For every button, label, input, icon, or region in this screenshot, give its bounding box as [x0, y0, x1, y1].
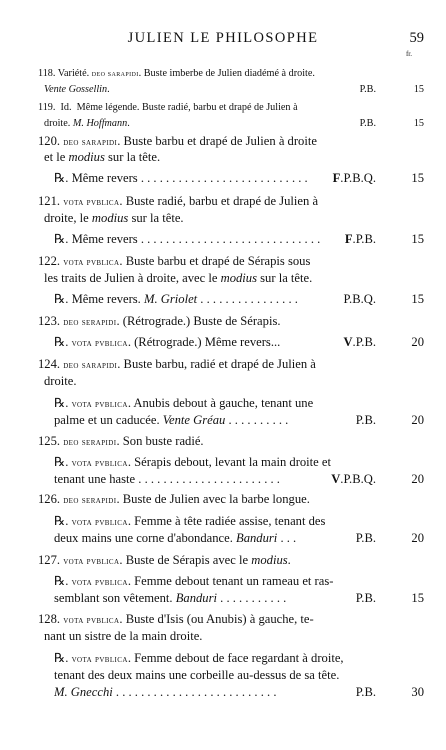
catalogue-entry-text: ℞. vota pvblica. Sérapis debout, levant la main droite et [54, 455, 332, 469]
catalogue-entry-text: 119. Id. Même légende. Buste radié, barbu et drapé de Julien à [38, 102, 298, 113]
catalogue-entry-text: droite. M. Hoffmann. [44, 118, 130, 129]
catalogue-entry-text: nant un sistre de la main droite. [44, 629, 203, 643]
catalogue-entry-text: ℞. Même revers . . . . . . . . . . . . . . . . . . . . . . . . . . . [54, 171, 308, 185]
grade-and-price: F.P.B.Q. [332, 171, 376, 185]
text-line [0, 313, 446, 331]
price-value: 20 [411, 413, 424, 427]
text-line [0, 170, 446, 188]
grade-and-price: F.P.B. [344, 232, 376, 246]
catalogue-entry-text: les traits de Julien à droite, avec le modius sur la tête. [44, 271, 313, 285]
catalogue-entry-text: ℞. vota pvblica. (Rétrograde.) Même revers... [54, 335, 281, 349]
price-value: 15 [411, 232, 424, 246]
text-line [0, 270, 446, 288]
grade-and-price: P.B. [355, 591, 376, 605]
catalogue-entry-text: 123. deo serapidi. (Rétrograde.) Buste de Sérapis. [38, 314, 281, 328]
text-line [0, 210, 446, 228]
price-value: 20 [411, 531, 424, 545]
text-line [0, 334, 446, 352]
grade-and-price: P.B.Q. [343, 292, 376, 306]
catalogue-entry-text: droite. [44, 374, 77, 388]
catalogue-entry-text: Vente Gossellin. [44, 84, 110, 95]
catalogue-entry-text: M. Gnecchi . . . . . . . . . . . . . . . . . . . . . . . . . . [54, 685, 277, 699]
catalogue-entry-text: 120. deo sarapidi. Buste barbu et drapé de Julien à droite [38, 134, 317, 148]
text-line [0, 590, 446, 608]
text-line [0, 530, 446, 548]
catalogue-entry-text: et le modius sur la tête. [44, 150, 161, 164]
price-value: 30 [411, 685, 424, 699]
grade-and-price: P.B. [359, 118, 376, 129]
page-number: 59 [409, 30, 424, 46]
catalogue-entry-text: semblant son vêtement. Banduri . . . . . . . . . . . [54, 591, 287, 605]
text-line [0, 684, 446, 702]
text-line [0, 611, 446, 629]
text-line [0, 291, 446, 309]
catalogue-entry-text: 125. deo serapidi. Son buste radié. [38, 434, 204, 448]
text-line [0, 650, 446, 668]
catalogue-entry-text: 127. vota pvblica. Buste de Sérapis avec le modius. [38, 553, 291, 567]
catalogue-entry-text: tenant des deux mains une corbeille au-dessus de sa tête. [54, 668, 340, 682]
catalogue-entry-text: droite, le modius sur la tête. [44, 211, 184, 225]
catalogue-entry-text: ℞. Même revers . . . . . . . . . . . . . . . . . . . . . . . . . . . . . [54, 232, 321, 246]
text-line [0, 491, 446, 509]
catalogue-entry-text: deux mains une corne d'abondance. Banduri . . . [54, 531, 297, 545]
grade-and-price: V.P.B. [343, 335, 376, 349]
catalogue-entry-text: tenant une haste . . . . . . . . . . . . . . . . . . . . . . . [54, 472, 280, 486]
text-line [0, 395, 446, 413]
price-value: 15 [411, 292, 424, 306]
text-line [0, 628, 446, 646]
grade-and-price: P.B. [355, 685, 376, 699]
catalogue-entry-text: palme et un caducée. Vente Gréau . . . . . . . . . . [54, 413, 289, 427]
text-line [0, 667, 446, 685]
catalogue-entry-text: 124. deo sarapidi. Buste barbu, radié et drapé de Julien à [38, 357, 316, 371]
catalogue-entry-text: ℞. vota pvblica. Femme debout de face regardant à droite, [54, 651, 344, 665]
price-value: 15 [411, 591, 424, 605]
text-line [0, 433, 446, 451]
price-value: 20 [411, 335, 424, 349]
text-line [0, 471, 446, 489]
grade-and-price: P.B. [359, 84, 376, 95]
grade-and-price: V.P.B.Q. [331, 472, 376, 486]
catalogue-entry-text: ℞. vota pvblica. Femme debout tenant un rameau et ras- [54, 574, 334, 588]
text-line [0, 373, 446, 391]
text-line [0, 412, 446, 430]
text-line [0, 513, 446, 531]
text-line [0, 253, 446, 271]
text-line [0, 116, 446, 134]
text-line [0, 231, 446, 249]
text-line [0, 82, 446, 100]
text-line [0, 454, 446, 472]
grade-and-price: P.B. [355, 413, 376, 427]
text-line [0, 552, 446, 570]
text-line [0, 149, 446, 167]
catalogue-entry-text: ℞. vota pvblica. Anubis debout à gauche, tenant une [54, 396, 314, 410]
price-value: 15 [413, 118, 424, 129]
grade-and-price: P.B. [355, 531, 376, 545]
catalogue-entry-text: 122. vota pvblica. Buste barbu et drapé de Sérapis sous [38, 254, 311, 268]
running-title: JULIEN LE PHILOSOPHE [127, 30, 319, 46]
catalogue-entry-text: 121. vota pvblica. Buste radié, barbu et drapé de Julien à [38, 194, 319, 208]
text-line [0, 573, 446, 591]
catalogue-entry-text: 128. vota pvblica. Buste d'Isis (ou Anubis) à gauche, te- [38, 612, 314, 626]
catalogue-entry-text: ℞. Même revers. M. Griolet . . . . . . . . . . . . . . . . [54, 292, 298, 306]
currency-unit: fr. [405, 50, 412, 58]
text-line [0, 356, 446, 374]
text-line [0, 193, 446, 211]
catalogue-entry-text: 126. deo serapidi. Buste de Julien avec la barbe longue. [38, 492, 310, 506]
price-value: 15 [411, 171, 424, 185]
catalogue-entry-text: ℞. vota pvblica. Femme à tête radiée assise, tenant des [54, 514, 326, 528]
catalogue-entry-text: 118. Variété. deo sarapidi. Buste imberbe de Julien diadémé à droite. [38, 68, 315, 79]
price-value: 15 [413, 84, 424, 95]
price-value: 20 [411, 472, 424, 486]
